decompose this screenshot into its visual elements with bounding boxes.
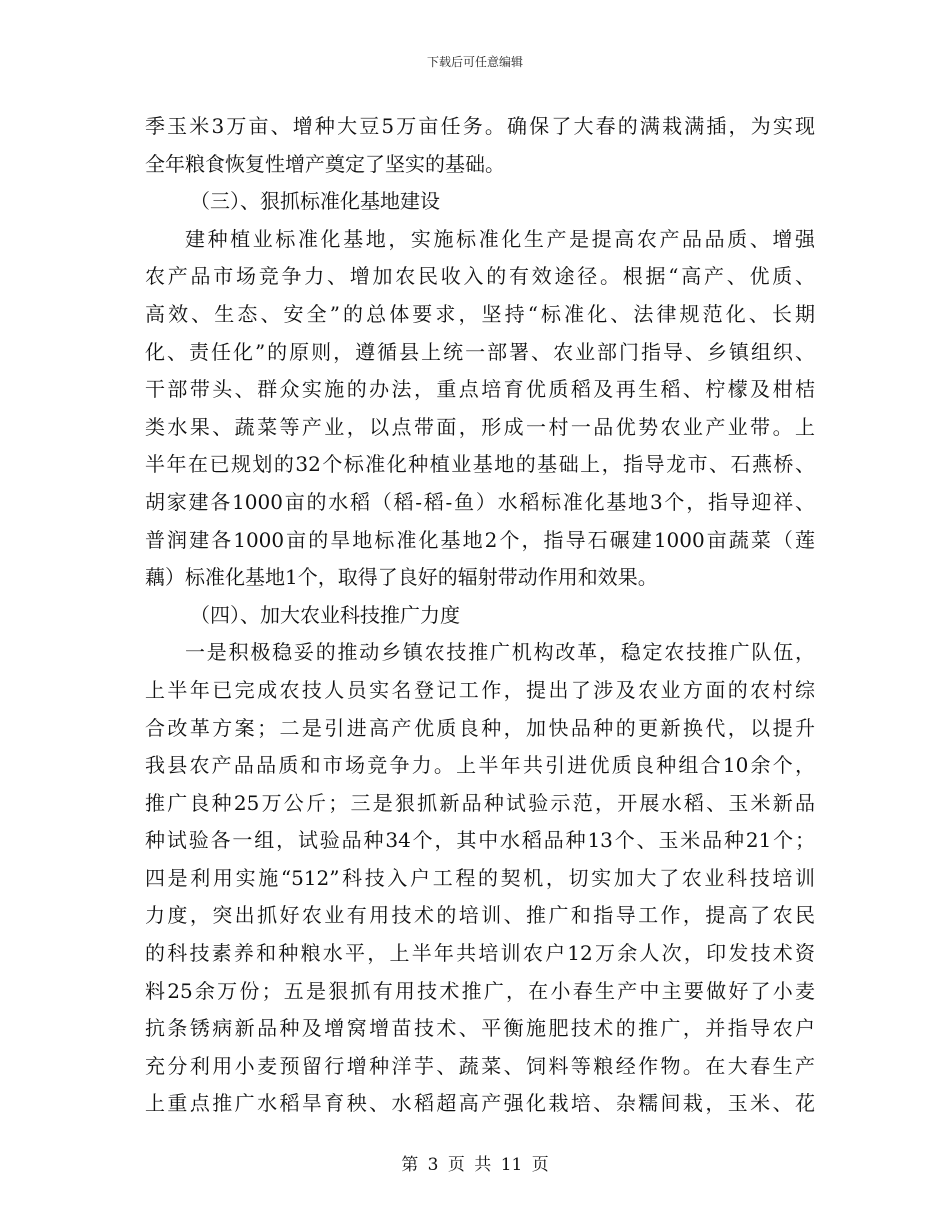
body-line: 推广良种25万公斤；三是狠抓新品种试验示范，开展水稻、玉米新品 (145, 790, 815, 815)
body-line: 高效、生态、安全”的总体要求，坚持“标准化、法律规范化、长期 (145, 301, 815, 326)
body-line: 上半年已完成农技人员实名登记工作，提出了涉及农业方面的农村综 (145, 677, 815, 702)
body-line: 普润建各1000亩的旱地标准化基地2个，指导石碾建1000亩蔬菜（莲 (145, 527, 815, 552)
body-line: 充分利用小麦预留行增种洋芋、蔬菜、饲料等粮经作物。在大春生产 (145, 1053, 815, 1078)
body-line: 种试验各一组，试验品种34个，其中水稻品种13个、玉米品种21个； (145, 828, 815, 853)
body-line: 料25余万份；五是狠抓有用技术推广，在小春生产中主要做好了小麦 (145, 978, 815, 1003)
body-line: 农产品市场竞争力、增加农民收入的有效途径。根据“高产、优质、 (145, 264, 815, 289)
body-line: 上重点推广水稻旱育秧、水稻超高产强化栽培、杂糯间栽，玉米、花 (145, 1091, 815, 1116)
section-heading: （四）、加大农业科技推广力度 (190, 602, 460, 627)
body-line: 干部带头、群众实施的办法，重点培育优质稻及再生稻、柠檬及柑桔 (145, 377, 815, 402)
body-line: 半年在已规划的32个标准化种植业基地的基础上，指导龙市、石燕桥、 (145, 452, 815, 477)
body-line: 四是利用实施“512”科技入户工程的契机，切实加大了农业科技培训 (145, 865, 815, 890)
body-line: 胡家建各1000亩的水稻（稻-稻-鱼）水稻标准化基地3个，指导迎祥、 (145, 489, 815, 514)
body-line: 合改革方案；二是引进高产优质良种，加快品种的更新换代，以提升 (145, 715, 815, 740)
body-line: 全年粮食恢复性增产奠定了坚实的基础。 (145, 151, 505, 176)
body-line: 藕）标准化基地1个，取得了良好的辐射带动作用和效果。 (145, 565, 658, 590)
body-line: 力度，突出抓好农业有用技术的培训、推广和指导工作，提高了农民 (145, 903, 815, 928)
section-heading: （三）、狠抓标准化基地建设 (190, 189, 440, 214)
page-number-footer: 第 3 页 共 11 页 (401, 1155, 549, 1175)
body-line: 我县农产品品质和市场竞争力。上半年共引进优质良种组合10余个， (145, 753, 815, 778)
paragraph-first-line: 建种植业标准化基地，实施标准化生产是提高农产品品质、增强 (185, 226, 815, 251)
document-body (145, 108, 815, 1123)
paragraph-first-line: 一是积极稳妥的推动乡镇农技推广机构改革，稳定农技推广队伍， (185, 640, 815, 665)
page-header: 下载后可任意编辑 (426, 55, 523, 69)
body-line: 化、责任化”的原则，遵循县上统一部署、农业部门指导、乡镇组织、 (145, 339, 815, 364)
body-line: 的科技素养和种粮水平，上半年共培训农户12万余人次，印发技术资 (145, 941, 815, 966)
body-line: 抗条锈病新品种及增窝增苗技术、平衡施肥技术的推广，并指导农户 (145, 1016, 815, 1041)
body-line: 季玉米3万亩、增种大豆5万亩任务。确保了大春的满栽满插，为实现 (145, 114, 815, 138)
body-line: 类水果、蔬菜等产业，以点带面，形成一村一品优势农业产业带。上 (145, 414, 815, 439)
